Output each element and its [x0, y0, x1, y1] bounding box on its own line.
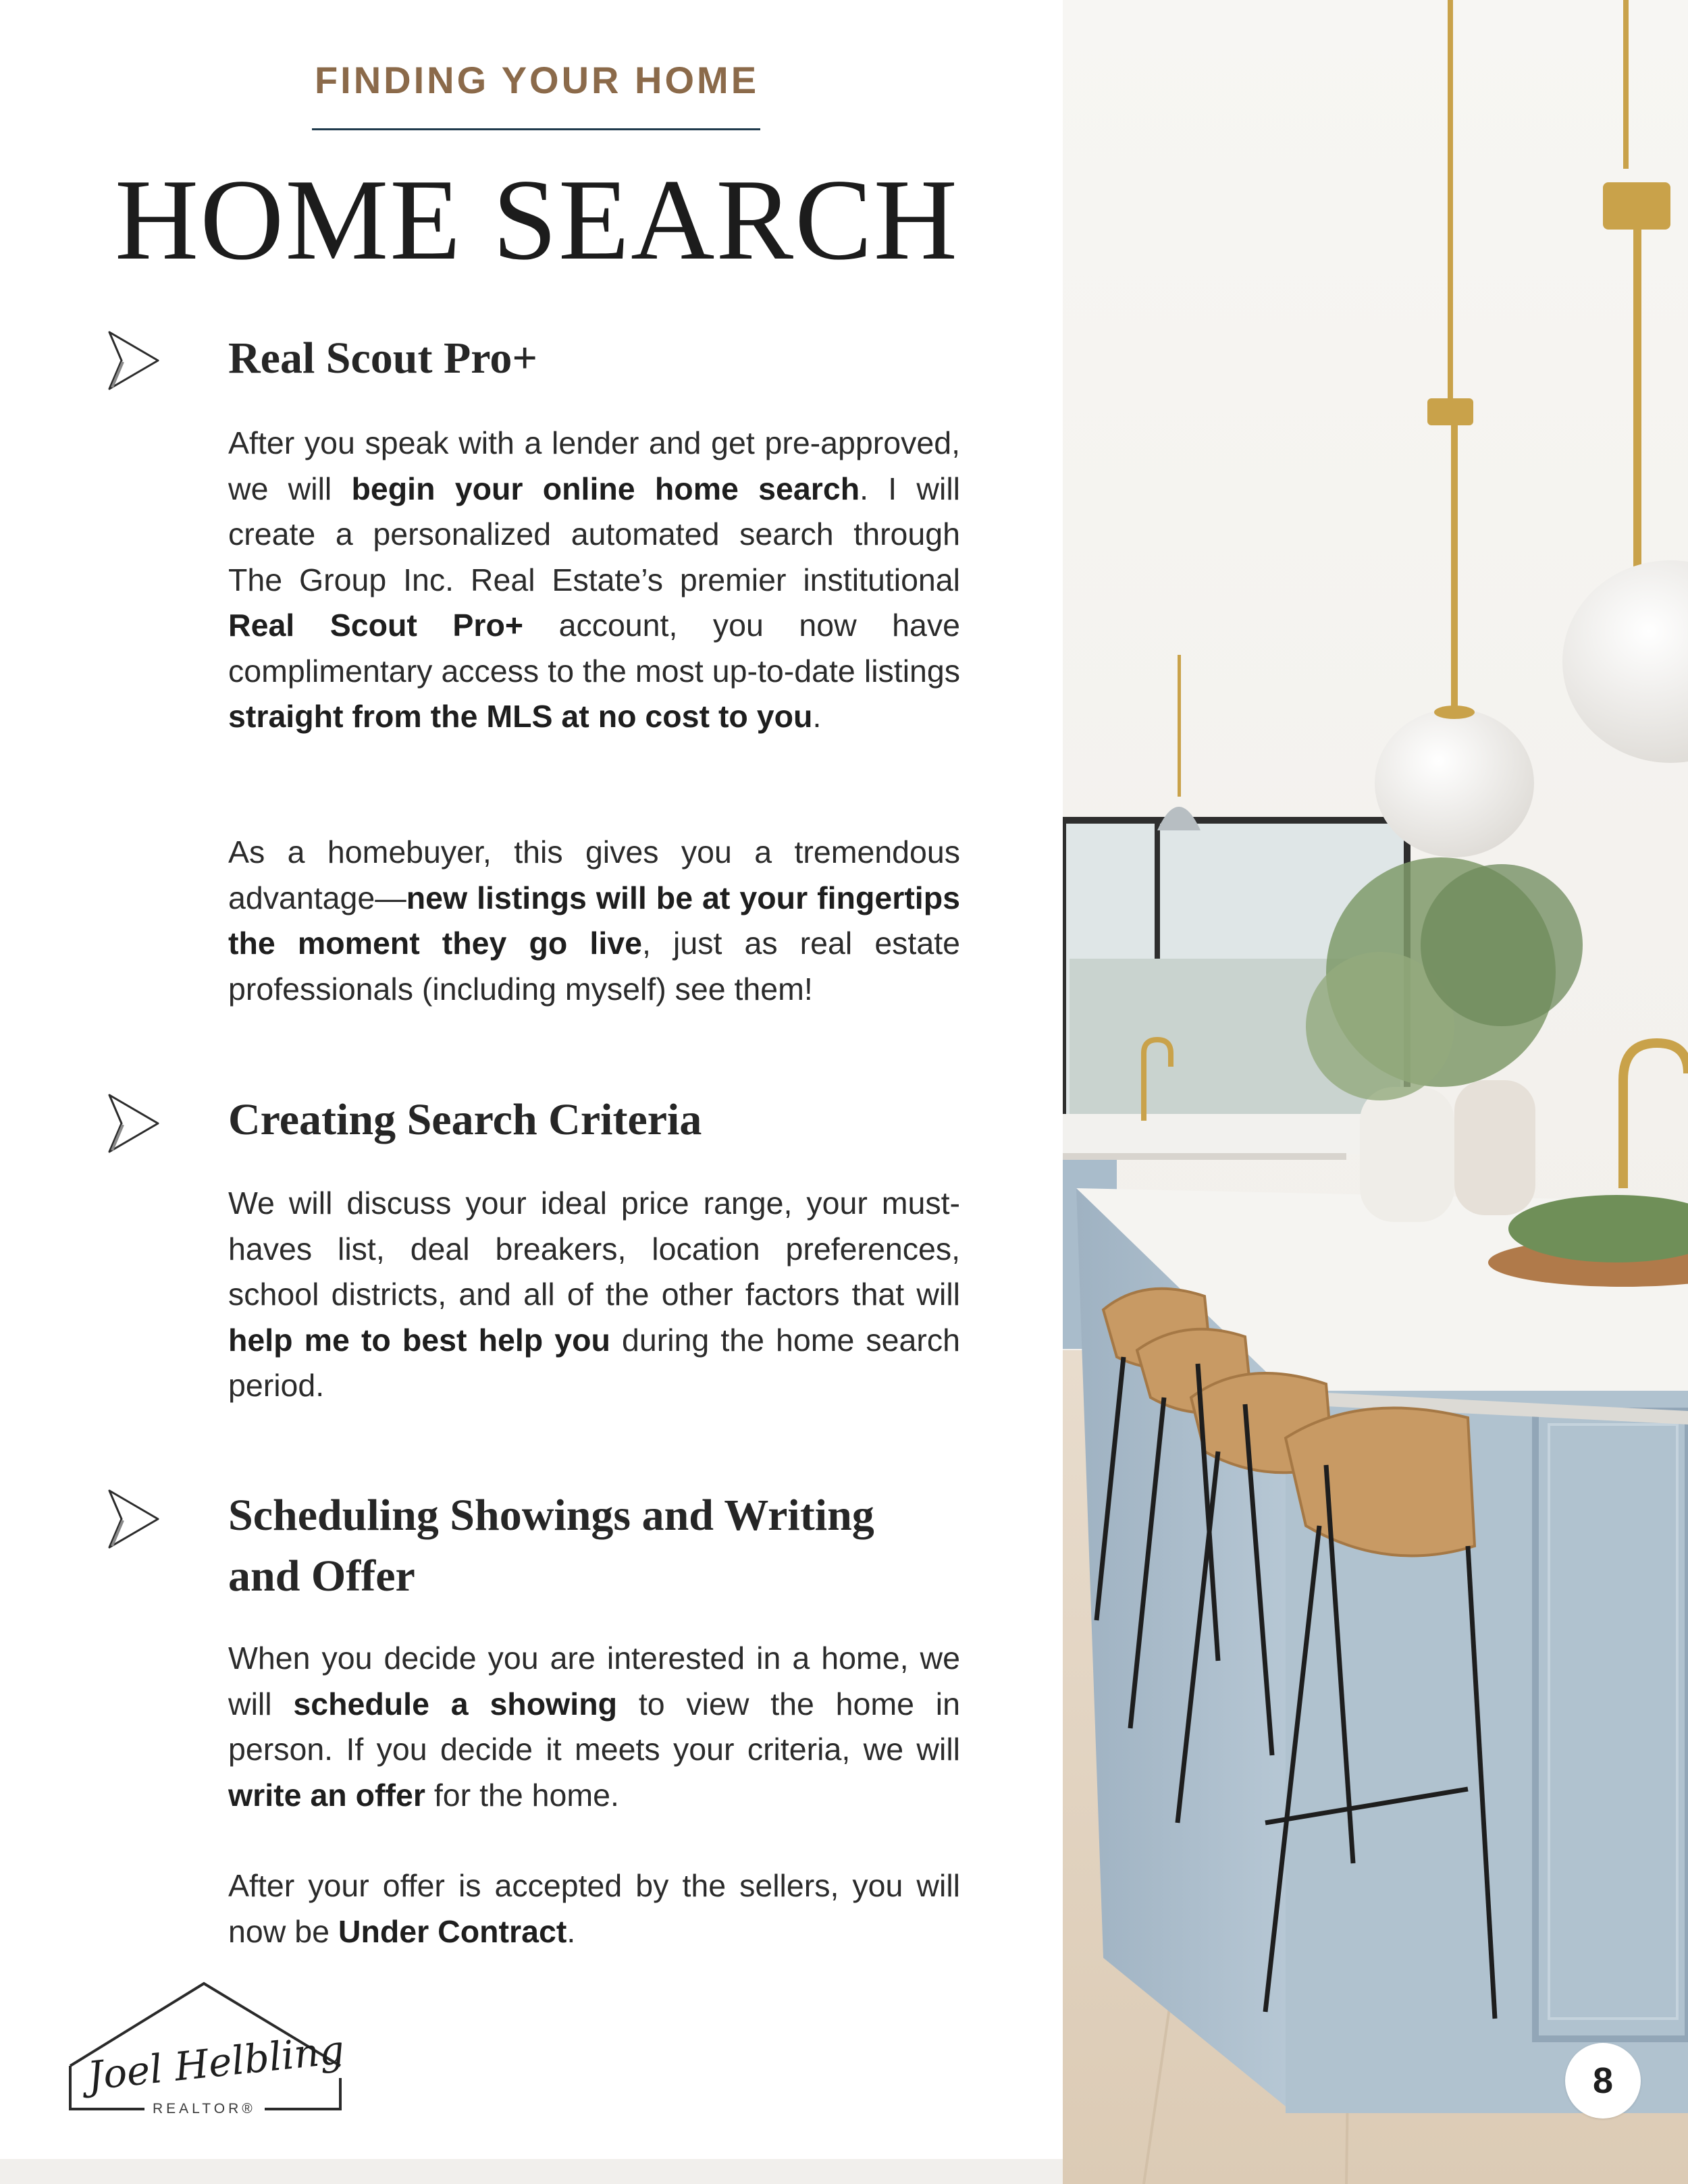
body-text: .	[812, 699, 822, 734]
section-heading-real-scout: Real Scout Pro+	[228, 334, 538, 383]
body-text: . I will create a personalized automated search through The Group Inc. Real Estate’s premier institutional	[228, 471, 961, 597]
section-paragraph	[228, 1181, 960, 1409]
section-paragraph	[228, 830, 960, 1012]
section-paragraph	[228, 1863, 960, 1954]
arrow-bullet-icon	[105, 1091, 161, 1156]
emphasis-text: schedule a showing	[293, 1686, 618, 1722]
logo-subtitle: REALTOR®	[153, 2101, 256, 2116]
body-text: .	[566, 1913, 576, 1949]
kicker-divider	[312, 128, 760, 130]
section-paragraph	[228, 1636, 960, 1818]
body-text: As a homebuyer, this gives you a tremendous advantage—	[228, 834, 960, 915]
emphasis-text: Real Scout Pro+	[228, 608, 524, 643]
emphasis-text: write an offer	[228, 1777, 425, 1813]
kitchen-photo	[1063, 0, 1688, 2184]
body-text: account, you now have complimentary access to the most up-to-date listings	[228, 608, 960, 689]
footer-band	[0, 2159, 1063, 2184]
emphasis-text: begin your online home search	[351, 471, 860, 506]
emphasis-text: Under Contract	[338, 1913, 567, 1949]
body-text: After your offer is accepted by the sellers, you will now be	[228, 1868, 960, 1949]
body-text: during the home search period.	[228, 1322, 960, 1403]
page-title: HOME SEARCH	[114, 156, 959, 284]
arrow-bullet-icon-graphic	[105, 1487, 161, 1551]
arrow-bullet-icon-graphic	[105, 1091, 161, 1156]
section-heading-showings: Scheduling Showings and Writing and Offer	[228, 1491, 874, 1601]
signature-text: Joel Helbling	[85, 2026, 346, 2100]
emphasis-text: help me to best help you	[228, 1322, 610, 1358]
emphasis-text: new listings will be at your fingertips the moment they go live	[228, 880, 960, 961]
emphasis-text: straight from the MLS at no cost to you	[228, 699, 813, 734]
body-text: After you speak with a lender and get pre-approved, we will	[228, 425, 960, 506]
arrow-bullet-icon-graphic	[105, 328, 161, 393]
page-number-badge: 8	[1565, 2043, 1641, 2119]
body-text: We will discuss your ideal price range, your must-haves list, deal breakers, location preferences, school districts, and all of the other factors that will	[228, 1186, 960, 1312]
body-text: When you decide you are interested in a home, we will	[228, 1641, 960, 1722]
body-text: to view the home in person. If you decide it meets your criteria, we will	[228, 1686, 960, 1767]
body-text: , just as real estate professionals (including myself) see them!	[228, 926, 960, 1007]
arrow-bullet-icon	[105, 328, 161, 393]
body-text: for the home.	[425, 1777, 619, 1813]
arrow-bullet-icon	[105, 1487, 161, 1551]
section-heading-search-criteria: Creating Search Criteria	[228, 1095, 702, 1144]
section-paragraph	[228, 421, 960, 740]
section-kicker: FINDING YOUR HOME	[314, 59, 760, 101]
kitchen-illustration	[1063, 0, 1688, 2184]
